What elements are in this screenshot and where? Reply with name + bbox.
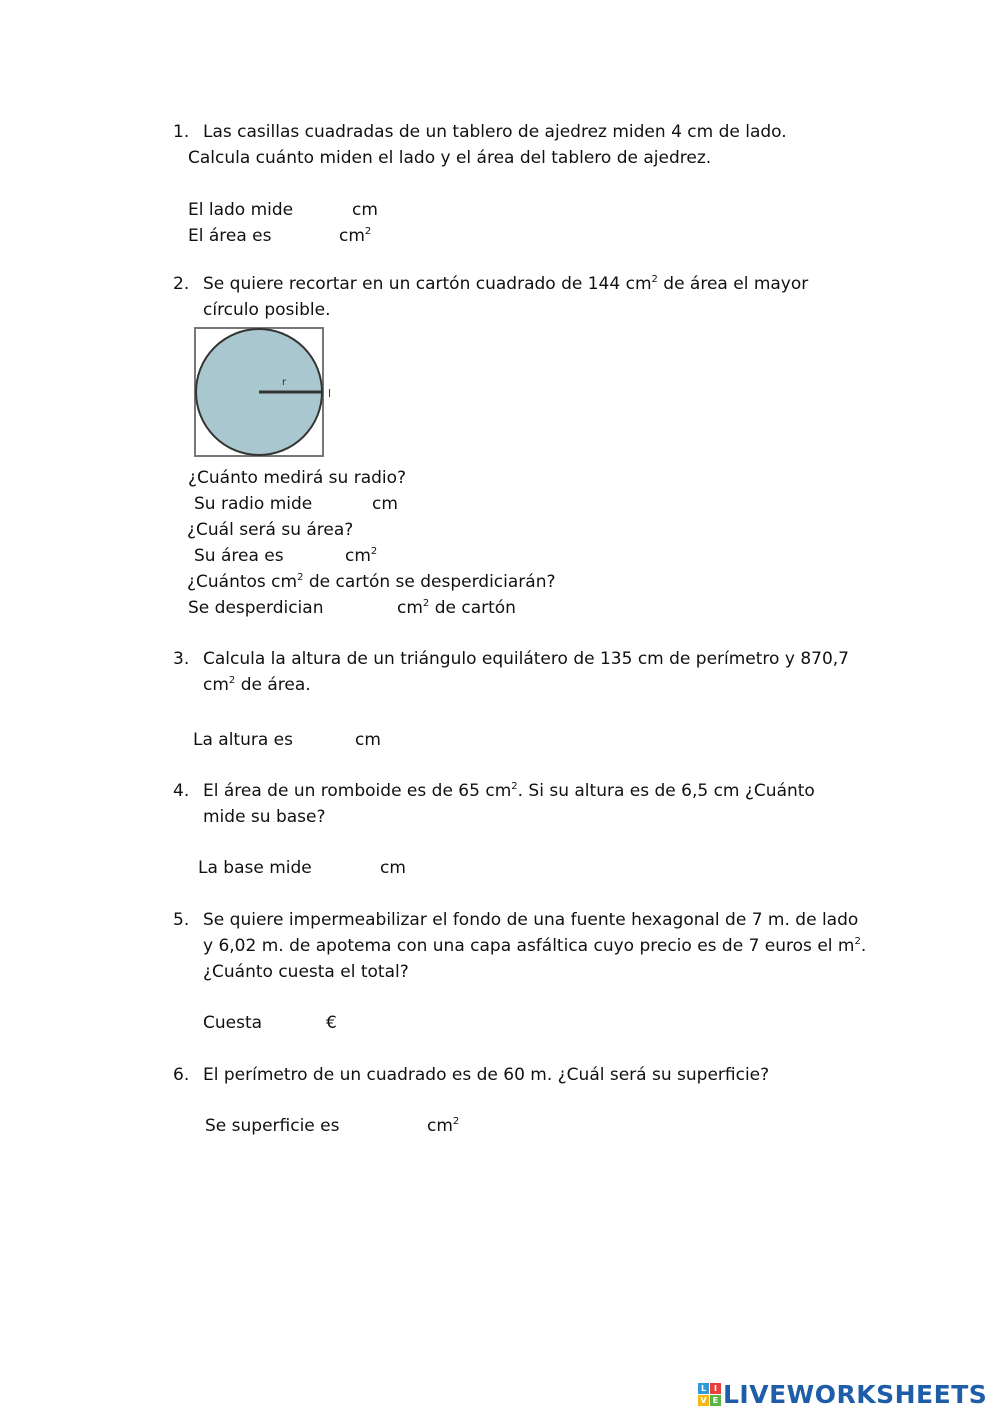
q6-answer-unit [427, 1118, 459, 1135]
figure-radius-label: r [282, 377, 287, 388]
q1-answer2-exp: 2 [364, 226, 372, 237]
logo-tile-v: V [698, 1395, 709, 1406]
q1-text-line1: Las casillas cuadradas de un tablero de ajedrez miden 4 cm de lado. [203, 122, 787, 142]
q2-ask-radius: ¿Cuánto medirá su radio? [188, 468, 407, 488]
q2-line1-a: Se quiere recortar en un cartón cuadrado de 144 cm [203, 274, 652, 294]
liveworksheets-logo [698, 1379, 987, 1409]
q2-waste-label: Se desperdician [188, 598, 324, 618]
q2-ask-waste-b: de cartón se desperdiciarán? [303, 572, 556, 592]
q4-line1-exp: 2 [511, 781, 518, 792]
q5-text-line1: Se quiere impermeabilizar el fondo de una fuente hexagonal de 7 m. de lado [203, 910, 859, 930]
q4-line1-b: . Si su altura es de 6,5 cm ¿Cuánto [517, 781, 815, 801]
q4-answer-input[interactable] [312, 857, 378, 879]
q3-number: 3. [173, 649, 190, 669]
q6-answer-input[interactable] [350, 1115, 424, 1137]
q2-area-unit [345, 548, 377, 565]
q1-answer2-label: El área es [188, 226, 272, 246]
q2-waste-unit-a: cm [397, 598, 423, 618]
q4-answer-label: La base mide [198, 858, 312, 878]
q5-answer-unit: € [326, 1013, 337, 1033]
q2-text-line2: círculo posible. [203, 300, 331, 320]
q2-line1-exp: 2 [651, 274, 658, 285]
q2-ask-waste-exp: 2 [297, 572, 304, 583]
q3-line2-a: cm [203, 675, 229, 695]
q2-line1-b: de área el mayor [657, 274, 809, 294]
q1-answer2-input[interactable] [278, 225, 336, 247]
q3-answer-input[interactable] [297, 729, 353, 751]
liveworksheets-wordmark: LIVEWORKSHEETS [723, 1379, 988, 1409]
figure-side-label: l [328, 387, 332, 400]
q5-text-line2 [203, 938, 866, 955]
q4-text-line1 [203, 783, 815, 800]
q4-answer-unit: cm [380, 858, 406, 878]
logo-tile-e: E [710, 1395, 721, 1406]
q5-line2-a: y 6,02 m. de apotema con una capa asfáltica cuyo precio es de 7 euros el m [203, 936, 855, 956]
q2-waste-unit-b: de cartón [429, 598, 516, 618]
q2-area-input[interactable] [286, 545, 342, 567]
q5-answer-input[interactable] [266, 1012, 324, 1034]
q6-answer-label: Se superficie es [205, 1116, 340, 1136]
q2-ask-waste-a: ¿Cuántos cm [187, 572, 298, 592]
q1-answer1-unit: cm [352, 200, 378, 220]
q1-answer1-input[interactable] [295, 199, 350, 221]
q6-number: 6. [173, 1065, 190, 1085]
q2-area-unit-text: cm [345, 546, 371, 566]
q1-answer2-unit-text: cm [339, 226, 365, 246]
q5-answer-label: Cuesta [203, 1013, 263, 1033]
liveworksheets-icon [698, 1383, 721, 1406]
q2-ask-area: ¿Cuál será su área? [187, 520, 354, 540]
q3-line2-exp: 2 [228, 675, 236, 686]
q5-line2-exp: 2 [854, 936, 861, 947]
q6-answer-exp: 2 [452, 1116, 460, 1127]
q6-answer-unit-text: cm [427, 1116, 453, 1136]
q2-radius-label: Su radio mide [194, 494, 313, 514]
q2-radius-unit: cm [372, 494, 398, 514]
q1-answer1-label: El lado mide [188, 200, 294, 220]
q3-answer-unit: cm [355, 730, 381, 750]
q2-text-line1 [203, 276, 808, 293]
q2-waste-exp: 2 [422, 598, 430, 609]
q2-waste-input[interactable] [328, 597, 394, 619]
q3-text-line1: Calcula la altura de un triángulo equilátero de 135 cm de perímetro y 870,7 [203, 649, 849, 669]
q2-number: 2. [173, 274, 190, 294]
q2-waste-unit [397, 600, 516, 617]
q6-text-line1: El perímetro de un cuadrado es de 60 m. ¿Cuál será su superficie? [203, 1065, 770, 1085]
q2-area-label: Su área es [194, 546, 284, 566]
logo-tile-i: I [710, 1383, 721, 1394]
q1-answer2-unit [339, 228, 371, 245]
q2-area-exp: 2 [370, 546, 378, 557]
q4-number: 4. [173, 781, 190, 801]
q1-number: 1. [173, 122, 190, 142]
circle-in-square-figure [193, 327, 338, 459]
q4-text-line2: mide su base? [203, 807, 326, 827]
q5-number: 5. [173, 910, 190, 930]
q4-line1-a: El área de un romboide es de 65 cm [203, 781, 512, 801]
q1-text-line2: Calcula cuánto miden el lado y el área del tablero de ajedrez. [188, 148, 712, 168]
q5-text-line3: ¿Cuánto cuesta el total? [203, 962, 409, 982]
q3-text-line2 [203, 677, 311, 694]
q2-ask-waste [187, 574, 556, 591]
q3-answer-label: La altura es [193, 730, 293, 750]
q5-line2-b: . [860, 936, 867, 956]
logo-tile-l: L [698, 1383, 709, 1394]
q2-radius-input[interactable] [315, 493, 370, 515]
q3-line2-b: de área. [235, 675, 311, 695]
